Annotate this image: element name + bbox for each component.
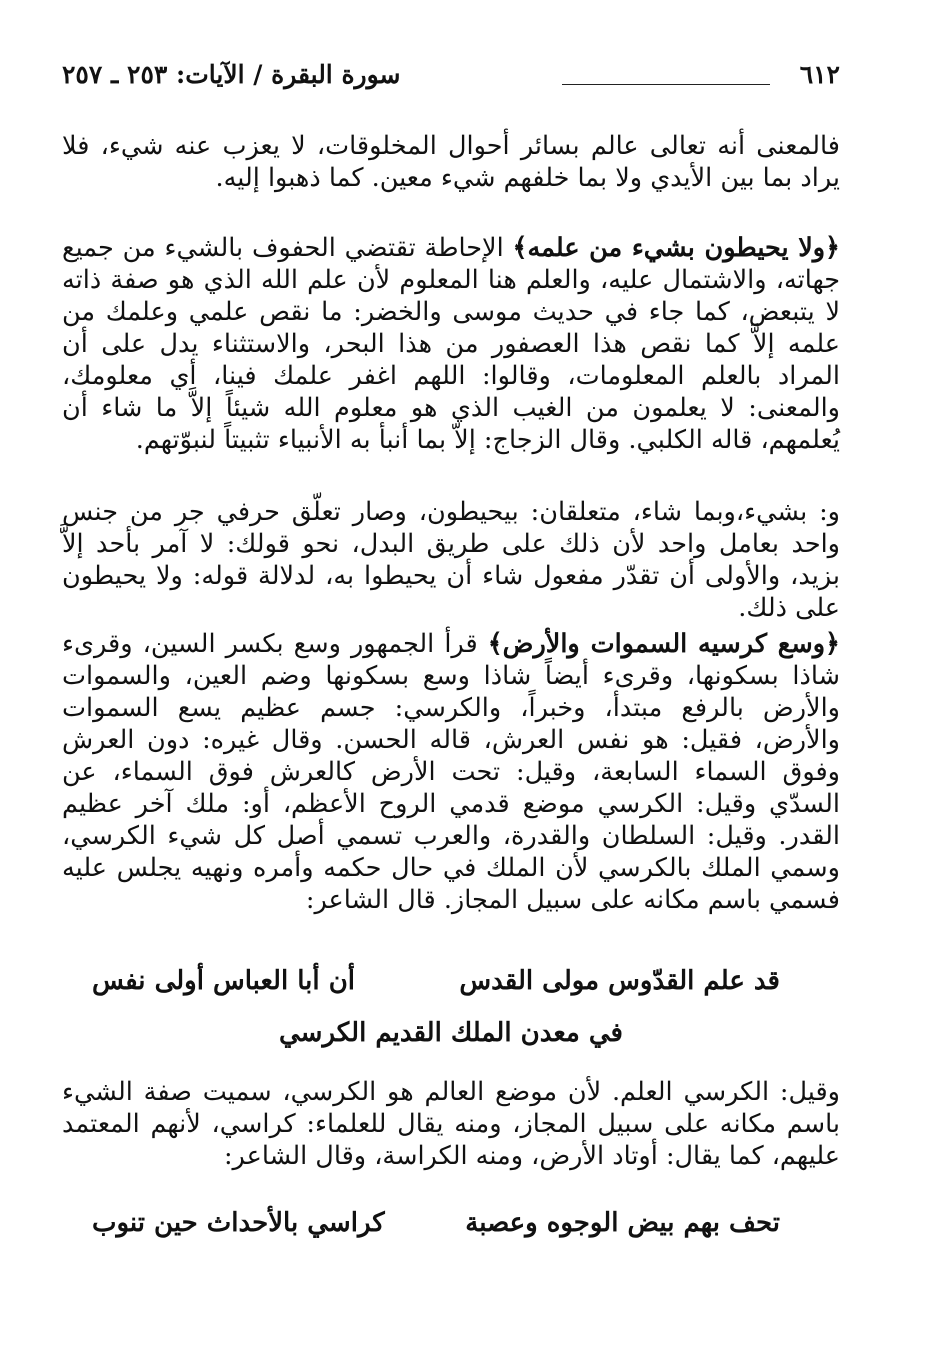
- paragraph-3-text: و: بشيء،وبما شاء، متعلقان: بيحيطون، وصار تعلّق حرفي جر من جنس واحد بعامل واحد لأن ذلك على طريق البدل، نحو قولك: لا آمر بأحد إلاَّ بزيد، والأولى أن تقدّر مفعول شاء أن يحيطوا به، لدلالة قوله: ولا يحيطون على ذلك.: [62, 497, 840, 623]
- paragraph-4-heading: ﴿وسع كرسيه السموات والأرض﴾: [487, 629, 840, 659]
- verse-1-second-hemistich: أن أبا العباس أولى نفس: [92, 966, 356, 996]
- paragraph-4: [62, 628, 840, 916]
- verse-1-line: [62, 966, 840, 1002]
- paragraph-1-text: فالمعنى أنه تعالى عالم بسائر أحوال المخلوقات، لا يعزب عنه شيء، فلا يراد بما بين الأيدي ولا بما خلفهم شيء معين. كما ذهبوا إليه.: [62, 131, 840, 193]
- paragraph-2-text: [62, 232, 840, 456]
- paragraph-3: [62, 496, 840, 624]
- verse-2-first-hemistich: تحف بهم بيض الوجوه وعصبة: [465, 1208, 780, 1238]
- paragraph-2: [62, 232, 840, 456]
- paragraph-5: [62, 1076, 840, 1172]
- paragraph-5-text: وقيل: الكرسي العلم. لأن موضع العالم هو الكرسي، سميت صفة الشيء باسم مكانه على سبيل المجاز، ومنه يقال للعلماء: كراسي، لأنهم المعتمد عليهم، كما يقال: أوتاد الأرض، ومنه الكراسة، وقال الشاعر:: [62, 1077, 840, 1171]
- header-rule: [562, 84, 770, 85]
- page-number: ٦١٢: [799, 60, 840, 89]
- verse-1-first-hemistich: قد علم القدّوس مولى القدس: [459, 966, 780, 996]
- verse-2-line: [62, 1208, 840, 1244]
- paragraph-4-text: [62, 628, 840, 916]
- running-title: سورة البقرة / الآيات: ٢٥٣ ـ ٢٥٧: [62, 60, 401, 89]
- paragraph-2-heading: ﴿ولا يحيطون بشيء من علمه﴾: [512, 233, 840, 263]
- paragraph-1: [62, 130, 840, 194]
- page-header: [62, 58, 840, 90]
- paragraph-4-body: قرأ الجمهور وسع بكسر السين، وقرىء شاذا بسكونها، وقرىء أيضاً شاذا وسع بسكونها وضم العين، والسموات والأرض بالرفع مبتدأ، وخبراً، والكرسي: جسم عظيم يسع السموات والأرض، فقيل: هو نفس العرش، قاله الحسن. وقال غيره: دون العرش وفوق السماء السابعة، وقيل: تحت الأرض كالعرش فوق السماء، عن السدّي وقيل: الكرسي موضع قدمي الروح الأعظم، أو: ملك آخر عظيم القدر. وقيل: السلطان والقدرة، والعرب تسمي أصل كل شيء الكرسي، وسمي الملك بالكرسي لأن الملك في حال حكمه وأمره ونهيه يجلس عليه فسمي باسم مكانه على سبيل المجاز. قال الشاعر:: [62, 629, 840, 915]
- verse-1-continuation: في معدن الملك القديم الكرسي: [278, 1018, 623, 1048]
- paragraph-2-body: الإحاطة تقتضي الحفوف بالشيء من جميع جهاته، والاشتمال عليه، والعلم هنا المعلوم لأن علم الله الذي هو صفة ذاته لا يتبعض، كما جاء في حديث موسى والخضر: ما نقص علمي وعلمك من علمه إلاَّ كما نقص هذا العصفور من هذا البحر، والاستثناء يدل على أن المراد بالعلم المعلومات، وقالوا: اللهم اغفر علمك فينا، أي معلومك، والمعنى: لا يعلمون من الغيب الذي هو معلوم الله شيئاً إلاَّ ما شاء أن يُعلمهم، قاله الكلبي. وقال الزجاج: إلاّ بما أنبأ به الأنبياء تثبيتاً لنبوّتهم.: [62, 233, 840, 455]
- verse-2-second-hemistich: كراسي بالأحداث حين تنوب: [92, 1208, 385, 1238]
